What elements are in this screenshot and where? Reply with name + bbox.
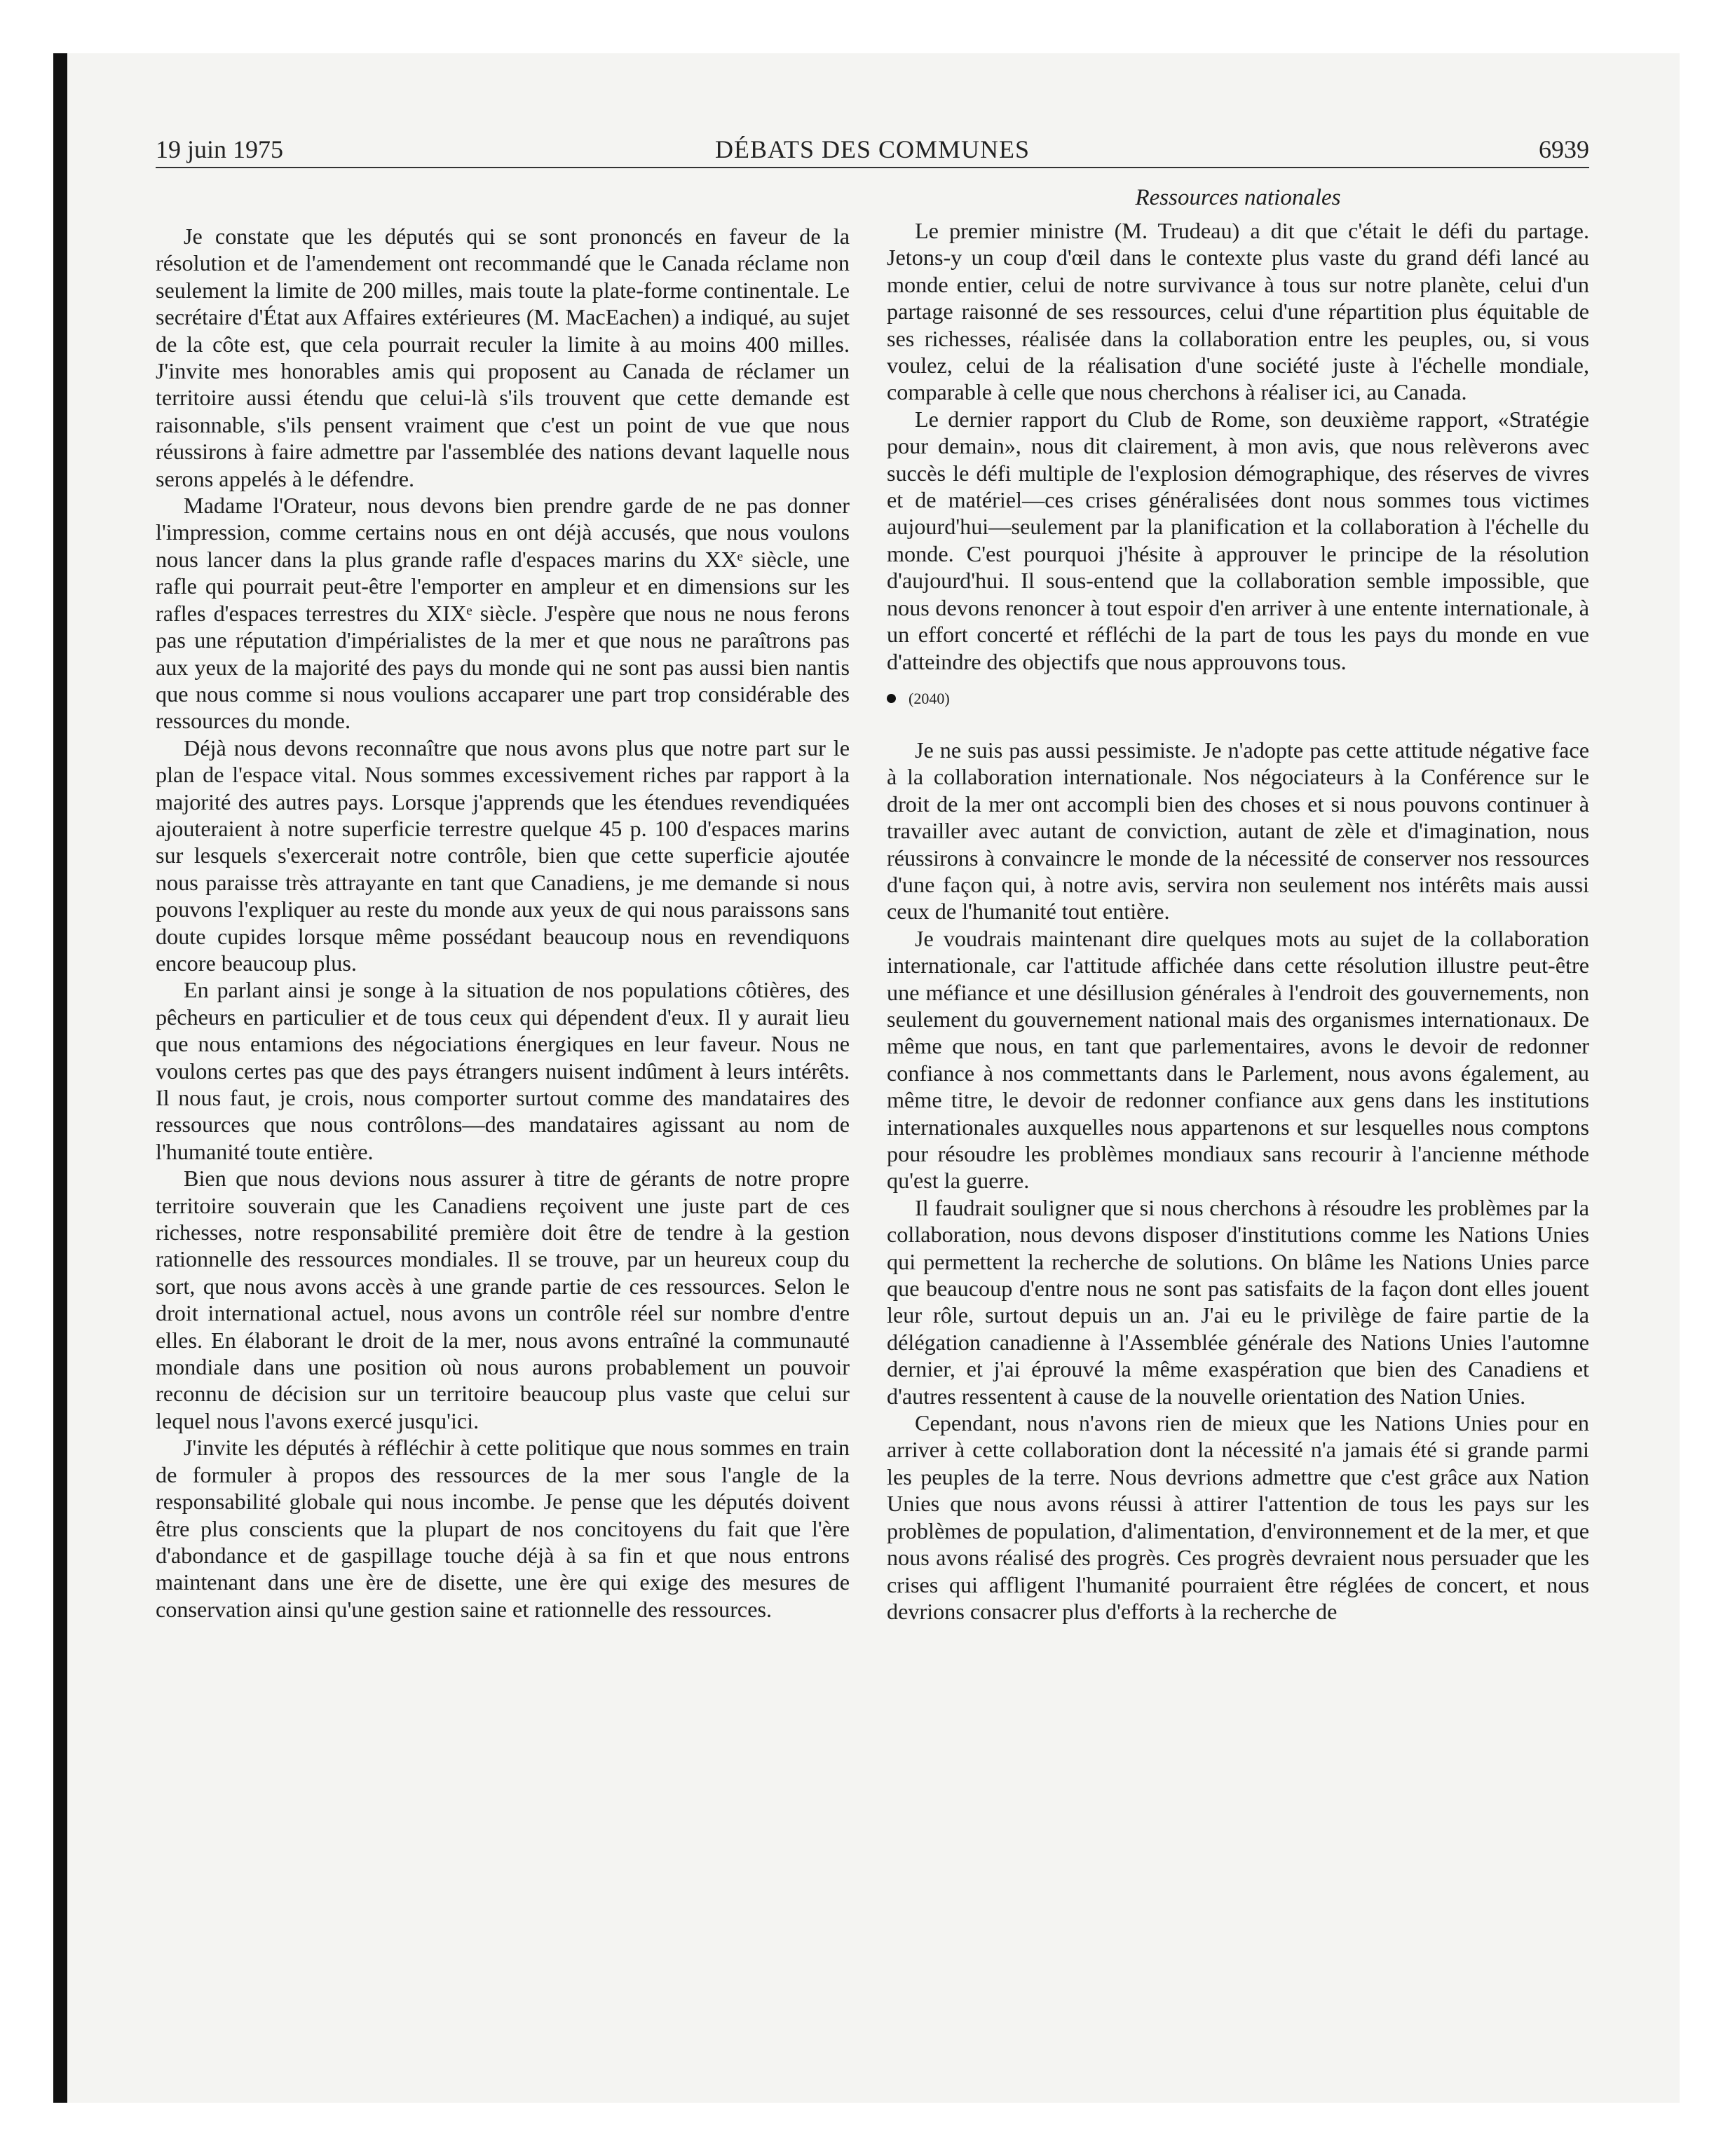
right-column xyxy=(887,184,1589,1625)
paragraph: Le premier ministre (M. Trudeau) a dit que c'était le défi du partage. Jetons-y un coup d'œil dans le contexte plus vaste du grand défi lancé au monde entier, celui de notre survivance à tous sur notre planète, celui d'un partage raisonné de ses ressources, celui d'une répartition plus équitable de ses richesses, réalisée dans la collaboration entre les peuples, ou, si vous voulez, celui de la réalisation d'une société juste à l'échelle mondiale, comparable à celle que nous cherchons à réaliser ici, au Canada. xyxy=(887,218,1589,405)
paragraph: Déjà nous devons reconnaître que nous avons plus que notre part sur le plan de l'espace vital. Nous sommes excessivement riches par rapport à la majorité des autres pays. Lorsque j'apprends que les étendues revendiquées ajouteraient à notre superficie terrestre quelque 45 p. 100 d'espaces marins sur lesquels s'exercerait notre contrôle, bien que cette superficie ajoutée nous paraisse très attrayante en tant que Canadiens, je me demande si nous pouvons l'expliquer au reste du monde aux yeux de qui nous paraissons sans doute cupides lorsque même possédant beaucoup nous en revendiquons encore beaucoup plus. xyxy=(156,735,850,976)
paragraph: En parlant ainsi je songe à la situation de nos populations côtières, des pêcheurs en particulier et de tous ceux qui dépendent d'eux. Il y aurait lieu que nous entamions des négociations énergiques en leur faveur. Nous ne voulons certes pas que des pays étrangers nuisent indûment à leurs intérêts. Il nous faut, je crois, nous comporter surtout comme des mandataires des ressources que nous contrôlons—des mandataires agissant au nom de l'humanité toute entière. xyxy=(156,977,850,1164)
paragraph: Madame l'Orateur, nous devons bien prendre garde de ne pas donner l'impression, comme certains nous en ont déjà accusés, que nous voulons nous lancer dans la plus grande rafle d'espaces marins du XXᵉ siècle, une rafle qui pourrait peut-être l'emporter en ampleur et en dimensions sur les rafles d'espaces terrestres du XIXᵉ siècle. J'espère que nous ne nous ferons pas une réputation d'impérialistes de la mer et que nous ne paraîtrons pas aux yeux de la majorité des pays du monde qui ne sont pas aussi bien nantis que nous comme si nous voulions accaparer une part trop considérable des ressources du monde. xyxy=(156,493,850,734)
left-column xyxy=(156,223,850,1623)
paragraph: J'invite les députés à réfléchir à cette politique que nous sommes en train de formuler à propos des ressources de la mer sous l'angle de la responsabilité globale qui nous incombe. Je pense que les députés doivent être plus conscients que la plupart de nos concitoyens du fait que l'ère d'abondance et de gaspillage touche déjà à sa fin et que nous entrons maintenant dans une ère de disette, une ère qui exige des mesures de conservation ainsi qu'une gestion saine et rationnelle des ressources. xyxy=(156,1435,850,1622)
page-header xyxy=(156,133,1589,168)
header-title: DÉBATS DES COMMUNES xyxy=(714,135,1030,163)
time-marker xyxy=(887,685,1589,713)
paragraph: Je ne suis pas aussi pessimiste. Je n'adopte pas cette attitude négative face à la collaboration internationale. Nos négociateurs à la Conférence sur le droit de la mer ont accompli bien des choses et si nous pouvons continuer à travailler avec autant de conviction, autant de zèle et d'imagination, nous réussirons à convaincre le monde de la nécessité de conserver nos ressources d'une façon qui, à notre avis, servira non seulement nos intérêts mais aussi ceux de l'humanité tout entière. xyxy=(887,737,1589,925)
paragraph: Cependant, nous n'avons rien de mieux que les Nations Unies pour en arriver à cette collaboration dont la nécessité n'a jamais été si grande parmi les peuples de la terre. Nous devrions admettre que c'est grâce aux Nation Unies que nous avons réussi à attirer l'attention de tous les pays sur les problèmes de population, d'alimentation, d'environnement et de la mer, et que nous avons réalisé des progrès. Ces progrès devraient nous persuader que les crises qui affligent l'humanité pourraient être réglées de concert, et nous devrions consacrer plus d'efforts à la recherche de xyxy=(887,1410,1589,1624)
paragraph: Le dernier rapport du Club de Rome, son deuxième rapport, «Stratégie pour demain», nous dit clairement, à mon avis, que nous relèverons avec succès le défi multiple de l'explosion démographique, des réserves de vivres et de matériel—ces crises généralisées dont nous sommes tous victimes aujourd'hui—seulement par la planification et la collaboration à l'échelle du monde. C'est pourquoi j'hésite à approuver le principe de la résolution d'aujourd'hui. Il sous-entend que la collaboration semble impossible, que nous devons renoncer à tout espoir d'en arriver à une entente internationale, à un effort concerté et réfléchi de la part de tous les pays du monde en vue d'atteindre des objectifs que nous approuvons tous. xyxy=(887,406,1589,674)
header-page-number: 6939 xyxy=(1539,135,1589,163)
paragraph: Je constate que les députés qui se sont prononcés en faveur de la résolution et de l'amendement ont recommandé que le Canada réclame non seulement la limite de 200 milles, mais toute la plate-forme continentale. Le secrétaire d'État aux Affaires extérieures (M. MacEachen) a indiqué, au sujet de la côte est, que cela pourrait reculer la limite à au moins 400 milles. J'invite mes honorables amis qui proposent au Canada de réclamer un territoire aussi étendu que celui-là s'ils trouvent que cette demande est raisonnable, s'ils pensent vraiment que c'est un point de vue que nous réussirons à faire admettre par l'assemblée des nations devant laquelle nous serons appelés à le défendre. xyxy=(156,224,850,491)
time-marker-label: (2040) xyxy=(909,689,950,707)
scan-edge-bar xyxy=(53,53,67,2103)
header-date: 19 juin 1975 xyxy=(156,135,284,163)
paragraph: Bien que nous devions nous assurer à titre de gérants de notre propre territoire souverain que les Canadiens reçoivent une juste part de ces richesses, notre responsabilité première doit être de tendre à la gestion rationnelle des ressources mondiales. Il se trouve, par un heureux coup du sort, que nous avons accès à une grande partie de ces ressources. Selon le droit international actuel, nous avons un contrôle réel sur nombre d'entre elles. En élaborant le droit de la mer, nous avons entraîné la communauté mondiale dans une position où nous aurons probablement un pouvoir reconnu de décision sur un territoire beaucoup plus vaste que celui sur lequel nous l'avons exercé jusqu'ici. xyxy=(156,1166,850,1433)
paragraph: Je voudrais maintenant dire quelques mots au sujet de la collaboration internationale, car l'attitude affichée dans cette résolution illustre peut-être une méfiance et une désillusion générales à l'endroit des gouvernements, non seulement du gouvernement national mais des organismes internationaux. De même que nous, en tant que parlementaires, avons le devoir de redonner confiance à nos commettants dans le Parlement, nous avons également, au même titre, le devoir de redonner confiance aux gens dans les institutions internationales auxquelles nous appartenons et sur lesquelles nous comptons pour résoudre les problèmes mondiaux sans recourir à l'ancienne méthode qu'est la guerre. xyxy=(887,925,1589,1194)
bullet-icon xyxy=(887,694,896,703)
section-heading: Ressources nationales xyxy=(1135,185,1341,210)
paragraph: Il faudrait souligner que si nous cherchons à résoudre les problèmes par la collaboration, nous devons disposer d'institutions comme les Nations Unies qui permettent la recherche de solutions. On blâme les Nations Unies parce que beaucoup d'entre nous ne sont pas satisfaits de la façon dont elles jouent leur rôle, surtout depuis un an. J'ai eu le privilège de faire partie de la délégation canadienne à l'Assemblée générale des Nations Unies l'automne dernier, et j'ai éprouvé la même exaspération que bien des Canadiens et d'autres ressentent à cause de la nouvelle orientation des Nation Unies. xyxy=(887,1194,1589,1409)
